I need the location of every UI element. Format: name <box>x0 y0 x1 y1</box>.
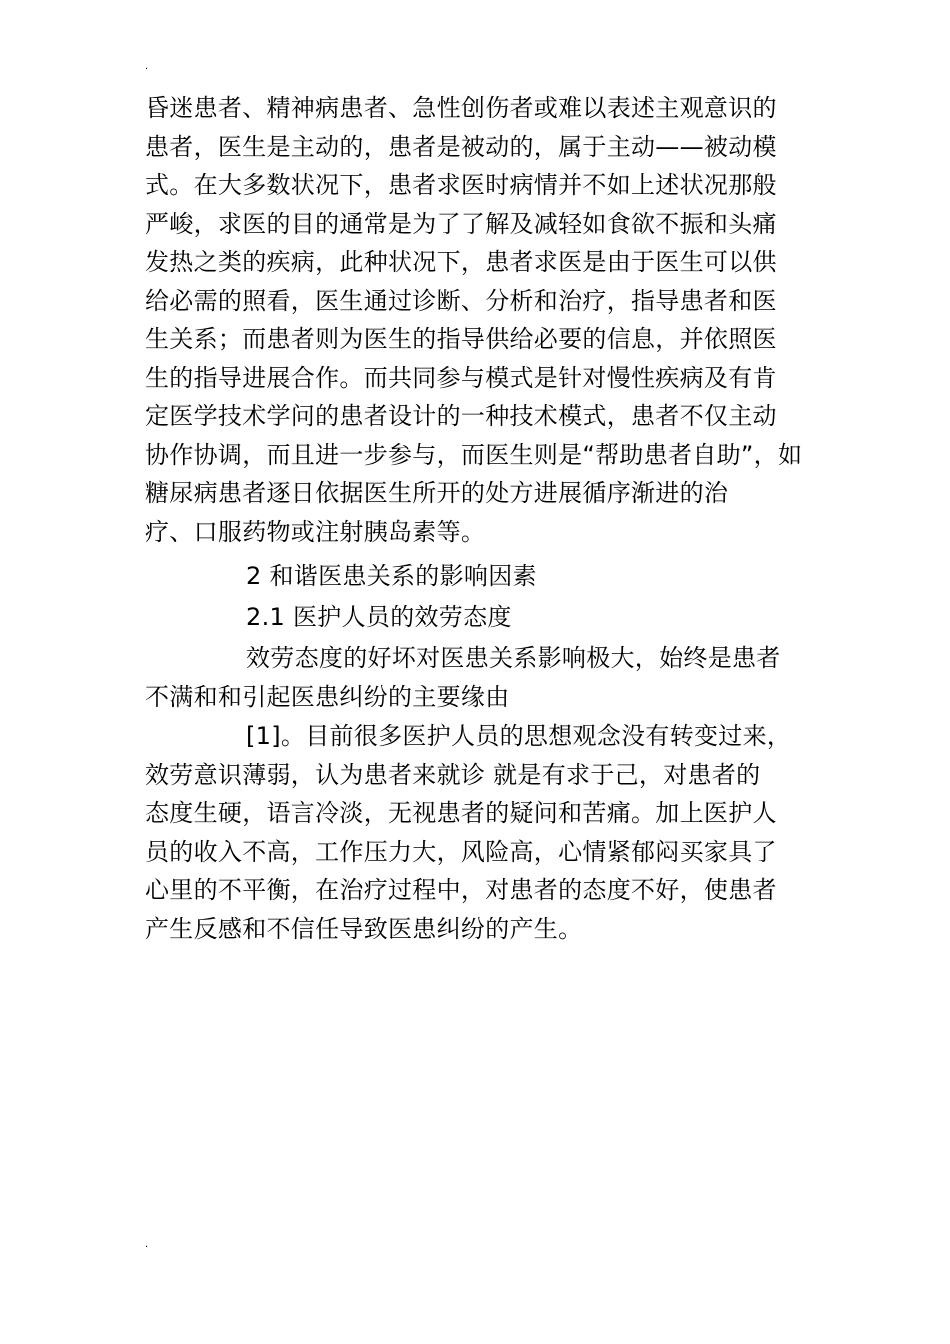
paragraph-doctor-patient-models <box>145 89 825 551</box>
paragraph-line: 给必需的照看，医生通过诊断、分析和治疗，指导患者和医 <box>145 286 777 315</box>
paragraph-line: 不满和和引起医患纠纷的主要缘由 <box>145 682 510 711</box>
paragraph-line: 疗、口服药物或注射胰岛素等。 <box>145 517 486 546</box>
paragraph-line: 严峻，求医的目的通常是为了了解及减轻如食欲不振和头痛 <box>145 209 777 238</box>
heading-text: 2.1 医护人员的效劳态度 <box>246 603 512 631</box>
paragraph-line: 心里的不平衡，在治疗过程中，对患者的态度不好，使患者 <box>145 876 777 904</box>
bottom-page-marker: . <box>145 1239 149 1250</box>
paragraph-line: 员的收入不高，工作压力大，风险高，心情紧郁闷买家具了 <box>145 837 777 866</box>
paragraph-line: 式。在大多数状况下，患者求医时病情并不如上述状况那般 <box>145 171 777 199</box>
paragraph-line: 生关系；而患者则为医生的指导供给必要的信息，并依照医 <box>145 325 777 353</box>
section-heading-2-1 <box>145 598 825 637</box>
paragraph-line: 昏迷患者、精神病患者、急性创伤者或难以表述主观意识的 <box>145 94 777 122</box>
paragraph-line: 生的指导进展合作。而共同参与模式是针对慢性疾病及有肯 <box>145 363 777 392</box>
paragraph-line: [1]。目前很多医护人员的思想观念没有转变过来， <box>246 722 792 750</box>
paragraph-line: 定医学技术学问的患者设计的一种技术模式，患者不仅主动 <box>145 402 777 430</box>
paragraph-line: 产生反感和不信任导致医患纠纷的产生。 <box>145 914 583 943</box>
paragraph-service-attitude <box>145 639 825 716</box>
paragraph-line: 协作协调，而且进一步参与，而医生则是“帮助患者自助”，如 <box>145 440 803 469</box>
paragraph-line: 糖尿病患者逐日依据医生所开的处方进展循序渐进的治 <box>145 479 729 507</box>
heading-text: 2 和谐医患关系的影响因素 <box>246 562 537 590</box>
section-heading-2 <box>145 557 825 596</box>
paragraph-line: 发热之类的疾病，此种状况下，患者求医是由于医生可以供 <box>145 248 777 276</box>
paragraph-line: 效劳态度的好坏对医患关系影响极大，始终是患者 <box>246 644 781 672</box>
paragraph-line: 患者，医生是主动的，患者是被动的，属于主动——被动模 <box>145 132 777 161</box>
paragraph-line: 态度生硬，语言冷淡，无视患者的疑问和苦痛。加上医护人 <box>145 799 777 827</box>
top-page-marker: . <box>145 61 149 72</box>
paragraph-line: 效劳意识薄弱，认为患者来就诊 就是有求于己，对患者的 <box>145 760 761 789</box>
paragraph-staff-attitude-details <box>145 717 825 948</box>
